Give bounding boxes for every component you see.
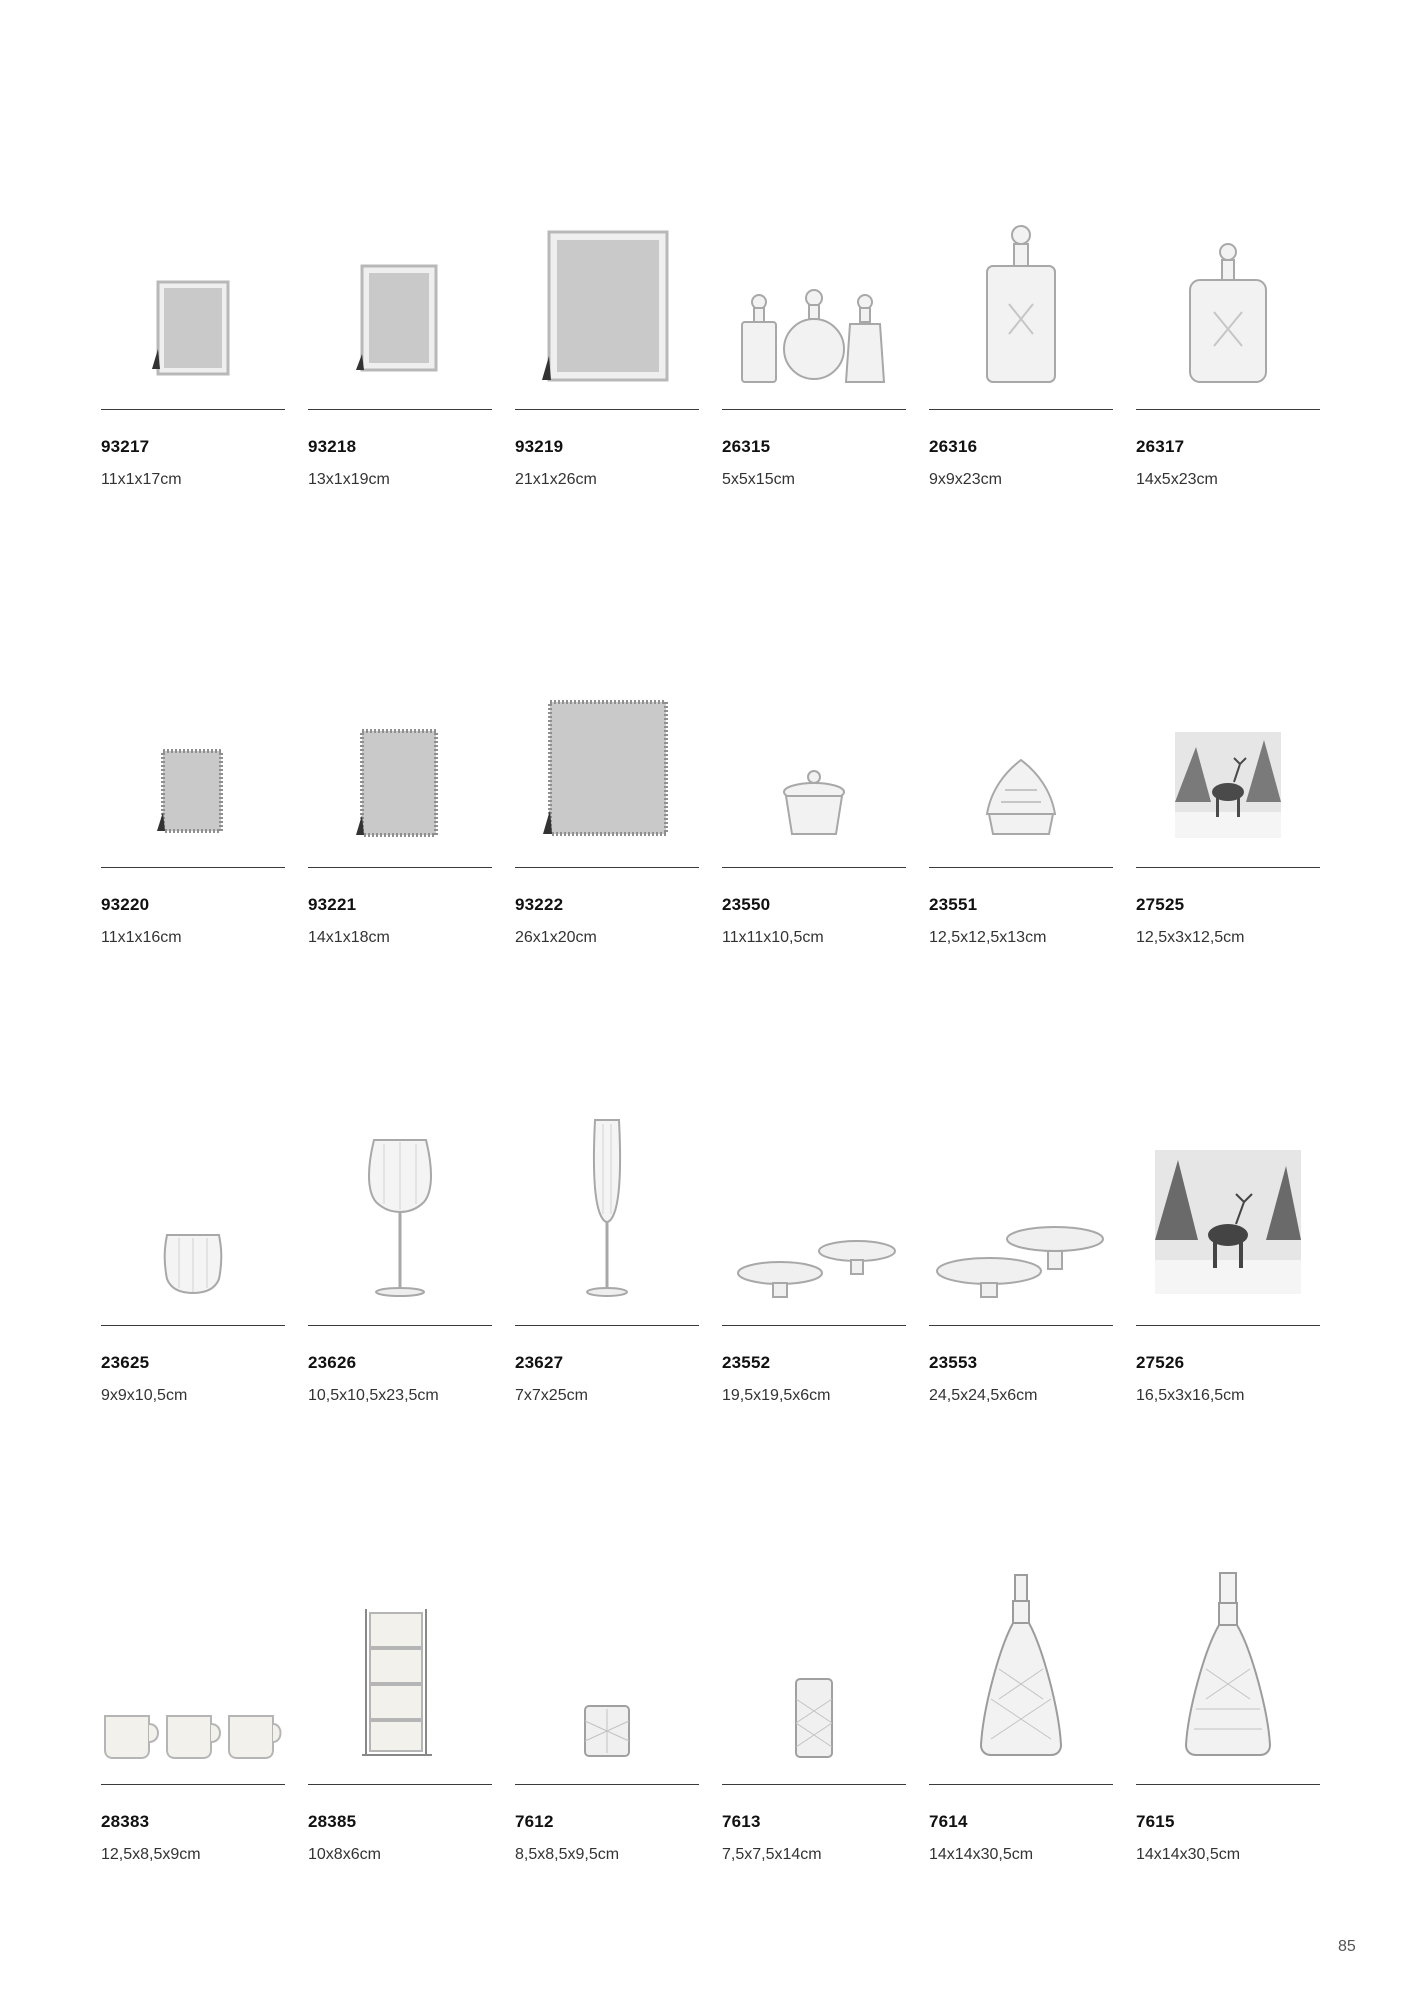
product-size: 7x7x25cm [515, 1387, 588, 1404]
product-size: 21x1x26cm [515, 471, 597, 488]
divider [308, 409, 492, 410]
product-card [1136, 867, 1320, 977]
product-size: 13x1x19cm [308, 471, 390, 488]
product-code: 7615 [1136, 1812, 1175, 1831]
product-size: 5x5x15cm [722, 471, 795, 488]
divider [515, 867, 699, 868]
product-card [929, 1784, 1113, 1894]
photo-frame-icon [308, 652, 492, 847]
product-size: 10,5x10,5x23,5cm [308, 1387, 439, 1404]
glass-bottle-icon [1136, 194, 1320, 389]
product-card [722, 1784, 906, 1894]
glass-bottle-icon [722, 194, 906, 389]
cut-glass-icon [722, 1569, 906, 1764]
product-size: 11x11x10,5cm [722, 929, 824, 946]
divider [722, 409, 906, 410]
product-card [515, 867, 699, 977]
product-size: 12,5x12,5x13cm [929, 929, 1047, 946]
product-size: 12,5x8,5x9cm [101, 1846, 201, 1863]
product-card [101, 409, 285, 519]
product-size: 14x14x30,5cm [1136, 1846, 1241, 1863]
product-code: 93217 [101, 437, 150, 456]
product-code: 93222 [515, 895, 564, 914]
divider [308, 1325, 492, 1326]
product-card [308, 409, 492, 519]
product-size: 14x14x30,5cm [929, 1846, 1034, 1863]
product-code: 93219 [515, 437, 564, 456]
wine-glass-icon [308, 1110, 492, 1305]
product-size: 8,5x8,5x9,5cm [515, 1846, 620, 1863]
product-card [1136, 409, 1320, 519]
product-code: 23553 [929, 1353, 978, 1372]
product-code: 23626 [308, 1353, 357, 1372]
product-code: 93220 [101, 895, 150, 914]
photo-frame-icon [515, 652, 699, 847]
divider [101, 867, 285, 868]
product-code: 93221 [308, 895, 357, 914]
product-card [1136, 1784, 1320, 1894]
deer-picture-icon [1136, 652, 1320, 847]
product-code: 28383 [101, 1812, 150, 1831]
cake-stand-icon [929, 1110, 1113, 1305]
divider [515, 409, 699, 410]
product-size: 10x8x6cm [308, 1846, 381, 1863]
product-code: 28385 [308, 1812, 357, 1831]
divider [929, 1325, 1113, 1326]
mug-icon [101, 1569, 285, 1764]
divider [722, 867, 906, 868]
photo-frame-icon [308, 194, 492, 389]
product-code: 7613 [722, 1812, 761, 1831]
product-size: 19,5x19,5x6cm [722, 1387, 831, 1404]
product-size: 14x5x23cm [1136, 471, 1218, 488]
product-code: 26315 [722, 437, 771, 456]
product-card [308, 1784, 492, 1894]
product-card [929, 1325, 1113, 1435]
photo-frame-icon [515, 194, 699, 389]
divider [1136, 409, 1320, 410]
product-card [722, 409, 906, 519]
product-card [101, 1784, 285, 1894]
product-size: 11x1x17cm [101, 471, 182, 488]
product-size: 9x9x23cm [929, 471, 1002, 488]
divider [1136, 1784, 1320, 1785]
divider [515, 1784, 699, 1785]
divider [308, 867, 492, 868]
product-code: 26316 [929, 437, 978, 456]
page-number: 85 [1338, 1938, 1356, 1955]
divider [1136, 867, 1320, 868]
product-size: 16,5x3x16,5cm [1136, 1387, 1245, 1404]
product-card [929, 409, 1113, 519]
product-code: 23550 [722, 895, 771, 914]
product-card [722, 867, 906, 977]
product-size: 7,5x7,5x14cm [722, 1846, 822, 1863]
divider [308, 1784, 492, 1785]
glass-jar-icon [722, 652, 906, 847]
divider [101, 1784, 285, 1785]
product-card [101, 867, 285, 977]
product-code: 23551 [929, 895, 978, 914]
product-size: 9x9x10,5cm [101, 1387, 188, 1404]
product-size: 11x1x16cm [101, 929, 182, 946]
product-card [308, 867, 492, 977]
champagne-flute-icon [515, 1110, 699, 1305]
divider [722, 1784, 906, 1785]
decanter-icon [1136, 1569, 1320, 1764]
product-code: 23552 [722, 1353, 771, 1372]
photo-frame-icon [101, 652, 285, 847]
divider [929, 1784, 1113, 1785]
product-code: 27525 [1136, 895, 1185, 914]
divider [101, 409, 285, 410]
product-card [1136, 1325, 1320, 1435]
cut-glass-icon [515, 1569, 699, 1764]
product-card [722, 1325, 906, 1435]
product-code: 23627 [515, 1353, 564, 1372]
divider [1136, 1325, 1320, 1326]
divider [515, 1325, 699, 1326]
product-card [308, 1325, 492, 1435]
product-code: 7612 [515, 1812, 554, 1831]
photo-frame-icon [101, 194, 285, 389]
glass-icon [101, 1110, 285, 1305]
product-card [515, 1325, 699, 1435]
product-code: 93218 [308, 437, 357, 456]
product-card [515, 409, 699, 519]
product-card [515, 1784, 699, 1894]
decanter-icon [929, 1569, 1113, 1764]
cake-stand-icon [722, 1110, 906, 1305]
divider [722, 1325, 906, 1326]
glass-jar-icon [929, 652, 1113, 847]
product-code: 26317 [1136, 437, 1185, 456]
product-card [929, 867, 1113, 977]
product-card [101, 1325, 285, 1435]
divider [929, 409, 1113, 410]
glass-bottle-icon [929, 194, 1113, 389]
product-size: 12,5x3x12,5cm [1136, 929, 1245, 946]
divider [101, 1325, 285, 1326]
product-code: 23625 [101, 1353, 150, 1372]
product-code: 27526 [1136, 1353, 1185, 1372]
deer-picture-icon [1136, 1110, 1320, 1305]
product-size: 26x1x20cm [515, 929, 597, 946]
product-size: 14x1x18cm [308, 929, 390, 946]
product-size: 24,5x24,5x6cm [929, 1387, 1038, 1404]
product-code: 7614 [929, 1812, 968, 1831]
divider [929, 867, 1113, 868]
stacked-mugs-icon [308, 1569, 492, 1764]
